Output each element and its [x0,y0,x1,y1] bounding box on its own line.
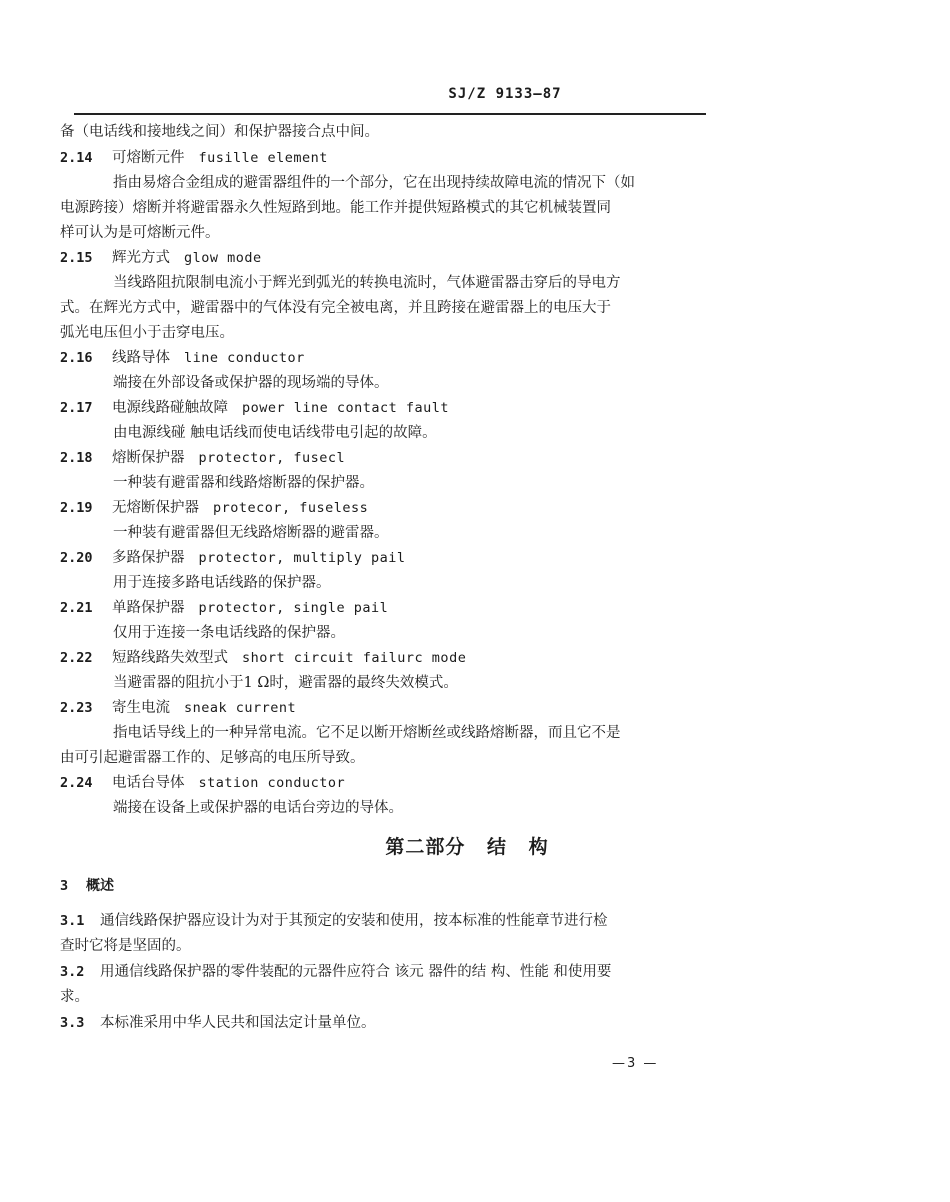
term-desc-line: 仅用于连接一条电话线路的保护器。 [113,625,345,641]
standard-code-header: SJ/Z 9133—87 [448,86,562,102]
clause-line: 3.3 本标准采用中华人民共和国法定计量单位。 [60,1015,376,1031]
term-heading: 2.16 线路导体 line conductor [60,350,305,366]
section-title: 第二部分 结 构 [385,836,549,858]
term-desc-line: 当避雷器的阻抗小于1 Ω时，避雷器的最终失效模式。 [113,675,458,691]
term-desc-line: 用于连接多路电话线路的保护器。 [113,575,331,591]
term-desc-line: 弧光电压但小于击穿电压。 [60,325,234,341]
term-heading: 2.15 辉光方式 glow mode [60,250,262,266]
term-heading: 2.18 熔断保护器 protector, fusecl [60,450,346,466]
term-heading: 2.20 多路保护器 protector, multiply pail [60,550,406,566]
term-desc-line: 由电源线碰 触电话线而使电话线带电引起的故障。 [113,425,437,441]
term-heading: 2.19 无熔断保护器 protecor, fuseless [60,500,369,516]
term-desc-line: 指由易熔合金组成的避雷器组件的一个部分，它在出现持续故障电流的情况下（如 [113,175,635,191]
term-heading: 2.14 可熔断元件 fusille element [60,150,328,166]
term-desc-line: 当线路阻抗限制电流小于辉光到弧光的转换电流时，气体避雷器击穿后的导电方 [113,275,621,291]
term-desc-line: 式。在辉光方式中，避雷器中的气体没有完全被电离，并且跨接在避雷器上的电压大于 [60,300,611,316]
term-desc-line: 由可引起避雷器工作的、足够高的电压所导致。 [60,750,365,766]
term-desc-line: 一种装有避雷器但无线路熔断器的避雷器。 [113,525,389,541]
chapter-heading: 3 概述 [60,878,114,894]
intro-line: 备（电话线和接地线之间）和保护器接合点中间。 [60,124,379,140]
term-heading: 2.21 单路保护器 protector, single pail [60,600,389,616]
clause-line: 3.2 用通信线路保护器的零件装配的元器件应符合 该元 器件的结 构、性能 和使用要 [60,964,612,980]
clause-line: 3.1 通信线路保护器应设计为对于其预定的安装和使用，按本标准的性能章节进行检 [60,913,608,929]
page-number: —3 — [612,1056,659,1071]
term-desc-line: 样可认为是可熔断元件。 [60,225,220,241]
clause-line: 求。 [60,989,89,1005]
term-desc-line: 指电话导线上的一种异常电流。它不足以断开熔断丝或线路熔断器，而且它不是 [113,725,621,741]
term-heading: 2.22 短路线路失效型式 short circuit failurc mode [60,650,467,666]
term-heading: 2.23 寄生电流 sneak current [60,700,297,716]
term-heading: 2.24 电话台导体 station conductor [60,775,346,791]
term-heading: 2.17 电源线路碰触故障 power line contact fault [60,400,450,416]
term-desc-line: 端接在外部设备或保护器的现场端的导体。 [113,375,389,391]
term-desc-line: 端接在设备上或保护器的电话台旁边的导体。 [113,800,403,816]
term-desc-line: 电源跨接）熔断并将避雷器永久性短路到地。能工作并提供短路模式的其它机械装置同 [60,200,611,216]
clause-line: 查时它将是坚固的。 [60,938,191,954]
header-rule [74,113,706,115]
term-desc-line: 一种装有避雷器和线路熔断器的保护器。 [113,475,374,491]
